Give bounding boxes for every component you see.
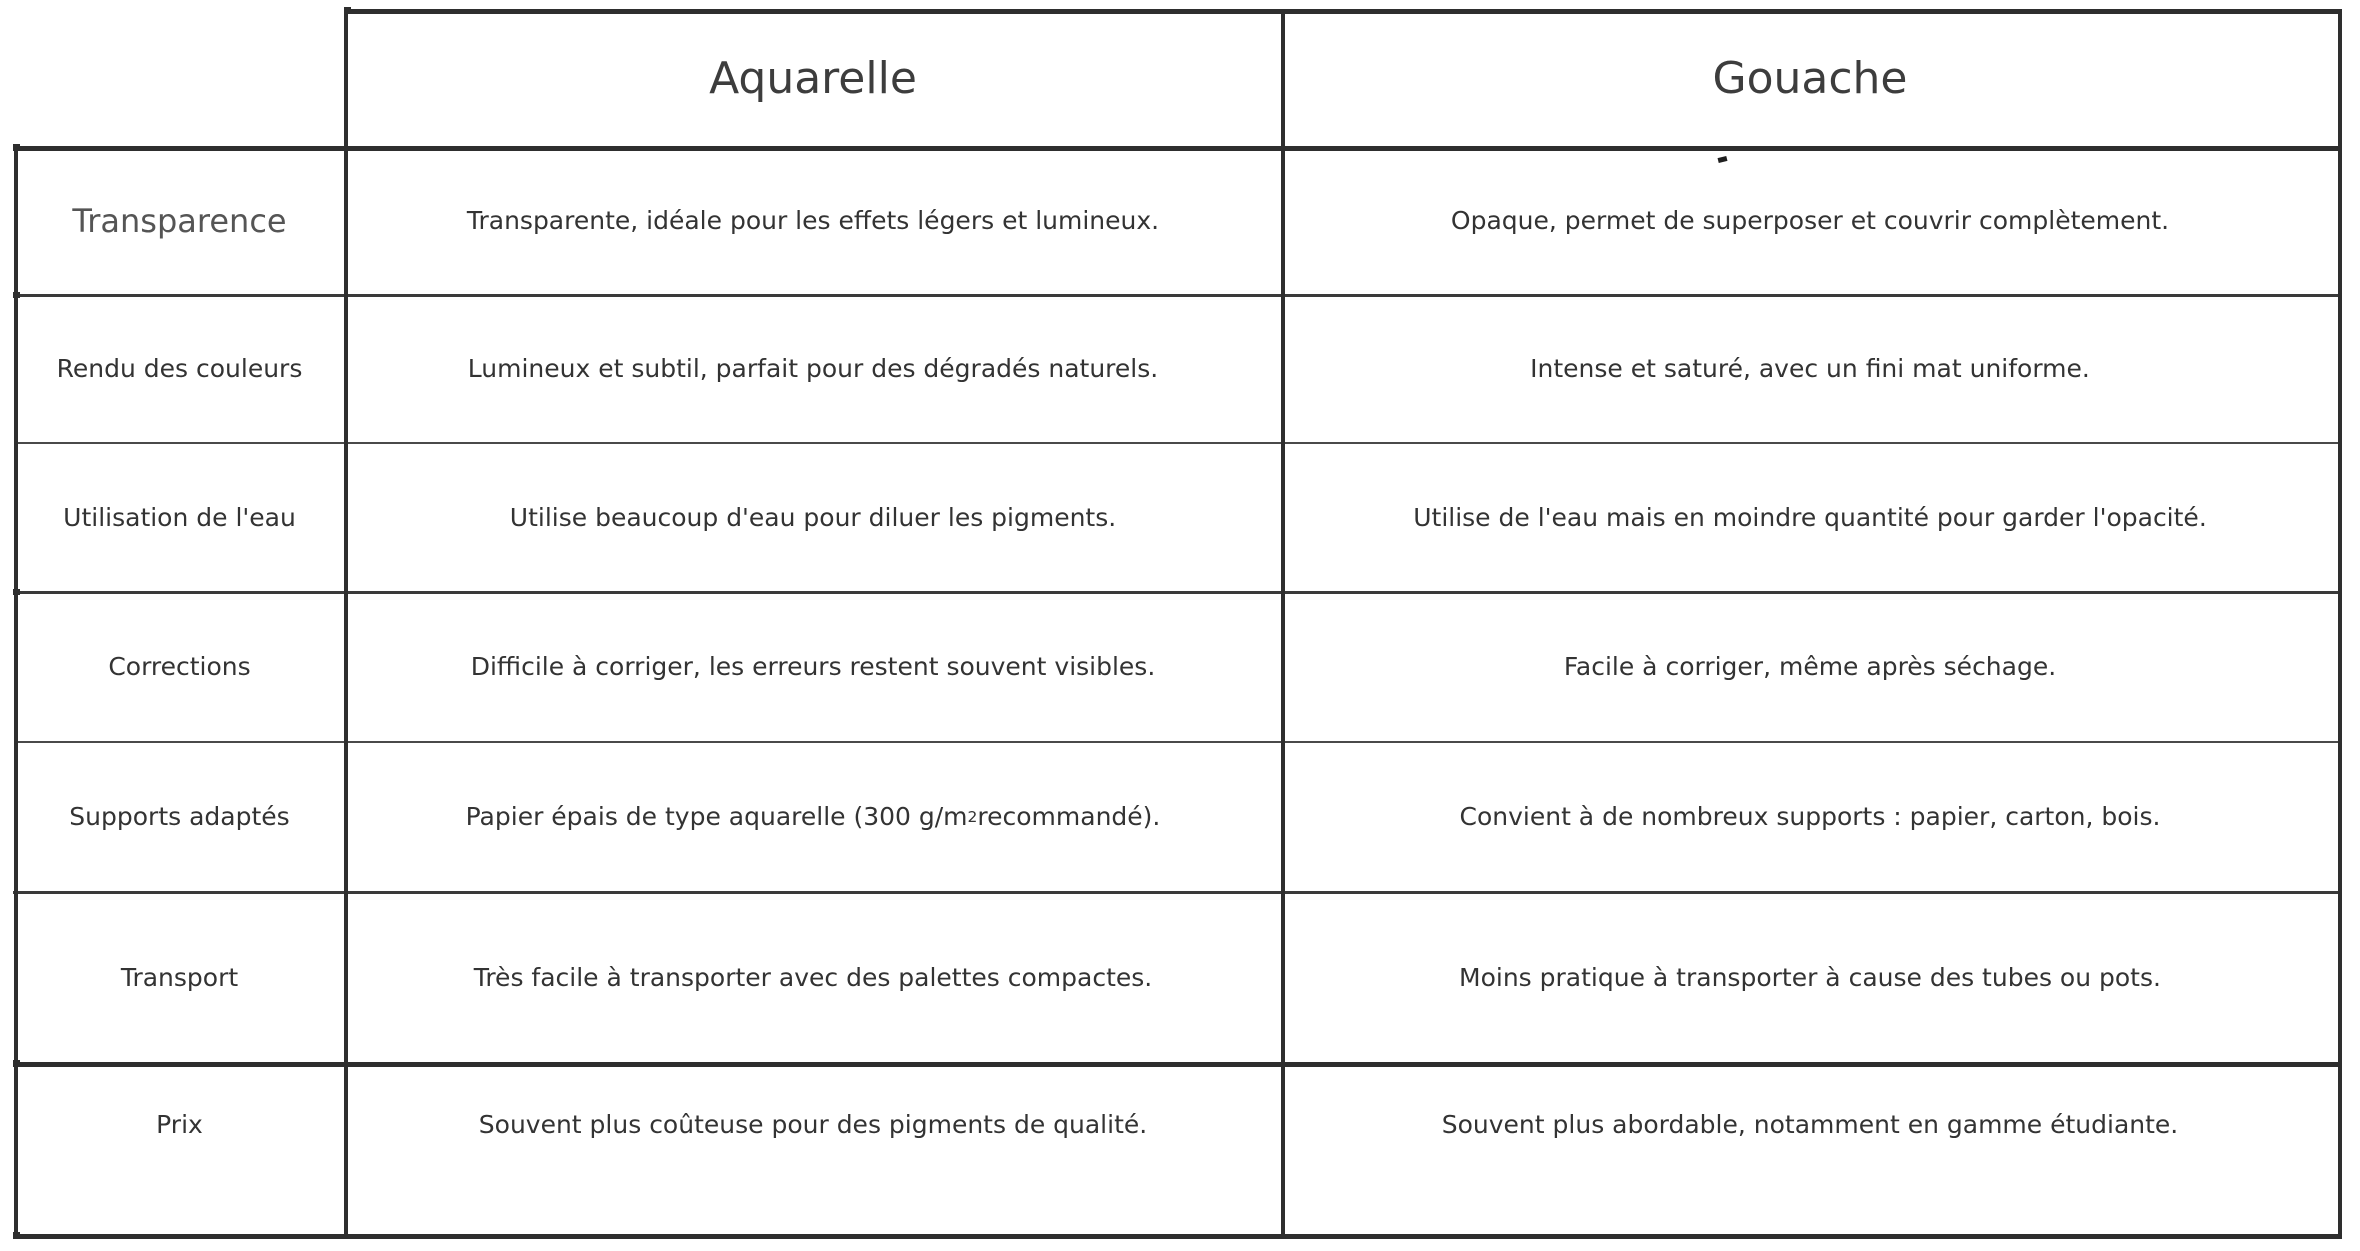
cell-aquarelle-transparence: Transparente, idéale pour les effets légers et lumineux. bbox=[466, 205, 1160, 235]
cell-aquarelle-rendu-des-couleurs: Lumineux et subtil, parfait pour des dégradés naturels. bbox=[467, 354, 1159, 384]
cell-gouache-supports-adaptes: Convient à de nombreux supports : papier, carton, bois. bbox=[1459, 802, 2161, 832]
cell-aquarelle-prix: Souvent plus coûteuse pour des pigments de qualité. bbox=[478, 1110, 1148, 1140]
cell-text-after-superscript: recommandé). bbox=[977, 802, 1161, 832]
column-header-aquarelle: Aquarelle bbox=[709, 52, 917, 104]
cell-gouache-transport: Moins pratique à transporter à cause des tubes ou pots. bbox=[1459, 962, 2161, 992]
grid-line-table-bottom bbox=[13, 1234, 2342, 1239]
cell-gouache-corrections: Facile à corriger, même après séchage. bbox=[1563, 652, 2057, 682]
row-label-rendu-des-couleurs: Rendu des couleurs bbox=[56, 354, 303, 384]
cell-gouache-transparence: Opaque, permet de superposer et couvrir complètement. bbox=[1450, 205, 2170, 235]
cell-aquarelle-utilisation-de-l-eau: Utilise beaucoup d'eau pour diluer les pigments. bbox=[509, 502, 1117, 532]
cell-aquarelle-supports-adaptes: Papier épais de type aquarelle (300 g/m 2 recommandé). bbox=[465, 802, 1161, 832]
row-label-prix: Prix bbox=[156, 1110, 203, 1140]
row-label-transport: Transport bbox=[120, 962, 239, 992]
row-label-corrections: Corrections bbox=[108, 652, 251, 682]
cell-gouache-prix: Souvent plus abordable, notamment en gamme étudiante. bbox=[1441, 1110, 2179, 1140]
row-label-utilisation-de-l-eau: Utilisation de l'eau bbox=[63, 502, 296, 532]
cell-aquarelle-corrections: Difficile à corriger, les erreurs restent souvent visibles. bbox=[470, 652, 1156, 682]
row-label-supports-adaptes: Supports adaptés bbox=[69, 802, 290, 832]
cell-text-before-superscript: Papier épais de type aquarelle (300 g/m bbox=[465, 802, 968, 832]
cell-gouache-rendu-des-couleurs: Intense et saturé, avec un fini mat uniforme. bbox=[1530, 354, 2090, 384]
row-label-transparence: Transparence bbox=[72, 201, 287, 240]
cell-gouache-utilisation-de-l-eau: Utilise de l'eau mais en moindre quantité pour garder l'opacité. bbox=[1413, 502, 2207, 532]
column-header-gouache: Gouache bbox=[1712, 52, 1908, 104]
cell-aquarelle-transport: Très facile à transporter avec des palettes compactes. bbox=[473, 962, 1153, 992]
